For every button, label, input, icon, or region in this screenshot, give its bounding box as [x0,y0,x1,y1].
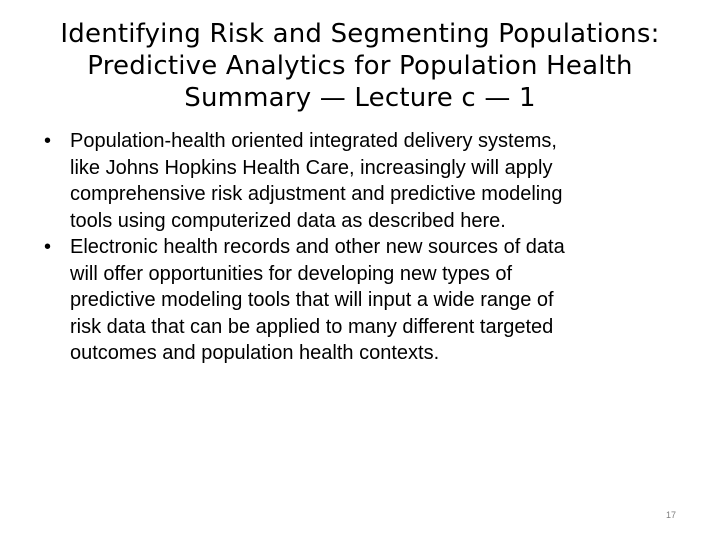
bullet-dot-icon: • [44,130,52,152]
bullet-line: Electronic health records and other new sources of data [70,236,565,258]
bullet-text [70,234,720,367]
bullet-line: will offer opportunities for developing new types of [70,262,513,285]
bullet-line: outcomes and population health contexts. [70,342,440,364]
title-line: Identifying Risk and Segmenting Populations: [60,19,660,49]
bullet-text [70,128,720,234]
bullet-line: like Johns Hopkins Health Care, increasingly will apply [70,156,553,179]
bullet-line: predictive modeling tools that will input a wide range of [70,289,554,311]
bullet-line: Population-health oriented integrated delivery systems, [70,130,557,152]
title-line: Summary — Lecture c — 1 [184,83,536,113]
bullet-line: comprehensive risk adjustment and predictive modeling [70,183,563,205]
bullet-item [0,234,720,367]
bullet-list [0,128,720,367]
page-number: 17 [665,510,676,520]
slide-title [20,18,700,114]
bullet-dot-icon: • [44,236,52,258]
bullet-item [0,128,720,234]
title-line: Predictive Analytics for Population Health [87,51,633,81]
bullet-line: risk data that can be applied to many different targeted [70,315,554,338]
bullet-line: tools using computerized data as described here. [70,209,506,232]
